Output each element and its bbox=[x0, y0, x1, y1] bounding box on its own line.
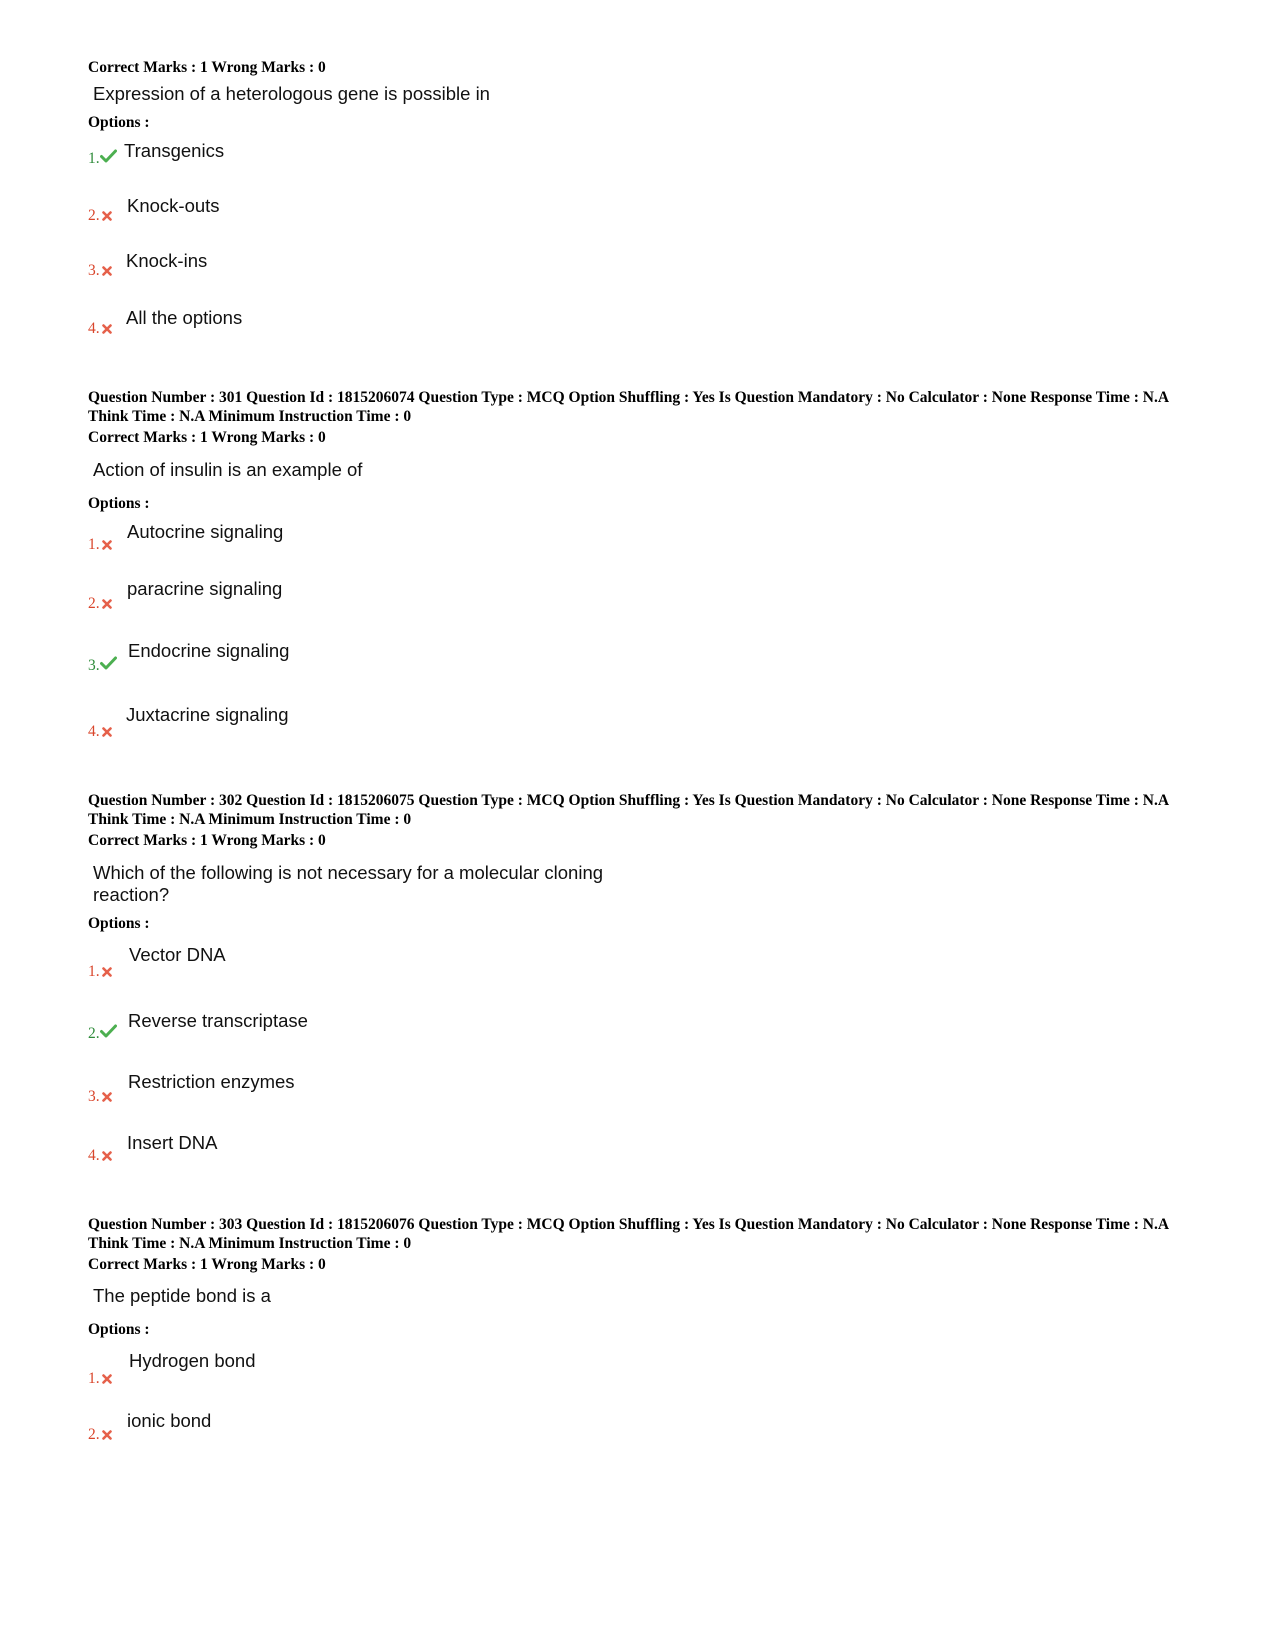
marks-line: Correct Marks : 1 Wrong Marks : 0 bbox=[88, 1256, 326, 1273]
option-text: Insert DNA bbox=[127, 1132, 218, 1153]
question-header: Question Number : 301 Question Id : 1815206074 Question Type : MCQ Option Shuffling : Yes Is Question Mandatory : No Calculator : None Response Time : N.A Think Time : N.A Minimum Instruction Time : 0 bbox=[88, 389, 1169, 425]
cross-icon bbox=[102, 540, 112, 550]
option-number: 1. bbox=[88, 963, 100, 980]
question-header: Question Number : 303 Question Id : 1815206076 Question Type : MCQ Option Shuffling : Yes Is Question Mandatory : No Calculator : None Response Time : N.A Think Time : N.A Minimum Instruction Time : 0 bbox=[88, 1216, 1169, 1252]
option-number: 2. bbox=[88, 1426, 100, 1443]
check-icon bbox=[100, 149, 117, 163]
option-text: ionic bond bbox=[127, 1410, 212, 1431]
option-number: 2. bbox=[88, 207, 100, 224]
option-text: Knock-ins bbox=[126, 250, 208, 271]
option-number: 3. bbox=[88, 657, 100, 674]
option-number: 2. bbox=[88, 595, 100, 612]
option-text: Vector DNA bbox=[129, 944, 226, 965]
option-text: Autocrine signaling bbox=[127, 521, 284, 542]
option-number: 4. bbox=[88, 1147, 100, 1164]
options-label: Options : bbox=[88, 114, 150, 131]
option-text: Hydrogen bond bbox=[129, 1350, 256, 1371]
option-number: 2. bbox=[88, 1025, 100, 1042]
question-text-line-2: reaction? bbox=[93, 884, 170, 905]
options-label: Options : bbox=[88, 915, 150, 932]
cross-icon bbox=[102, 266, 112, 276]
option-text: Juxtacrine signaling bbox=[126, 704, 289, 725]
option-text: Endocrine signaling bbox=[128, 640, 290, 661]
marks-line: Correct Marks : 1 Wrong Marks : 0 bbox=[88, 429, 326, 446]
cross-icon bbox=[102, 1092, 112, 1102]
option-text: paracrine signaling bbox=[127, 578, 283, 599]
cross-icon bbox=[102, 1430, 112, 1440]
options-label: Options : bbox=[88, 1321, 150, 1338]
question-text: Action of insulin is an example of bbox=[93, 459, 363, 480]
option-number: 3. bbox=[88, 262, 100, 279]
option-text: Transgenics bbox=[124, 140, 225, 161]
cross-icon bbox=[102, 1151, 112, 1161]
check-icon bbox=[100, 656, 117, 670]
option-text: All the options bbox=[126, 307, 243, 328]
option-number: 4. bbox=[88, 723, 100, 740]
option-number: 3. bbox=[88, 1088, 100, 1105]
cross-icon bbox=[102, 324, 112, 334]
question-text-line-1: Which of the following is not necessary for a molecular cloning bbox=[93, 862, 604, 883]
cross-icon bbox=[102, 211, 112, 221]
check-icon bbox=[100, 1024, 117, 1038]
cross-icon bbox=[102, 727, 112, 737]
question-header: Question Number : 302 Question Id : 1815206075 Question Type : MCQ Option Shuffling : Yes Is Question Mandatory : No Calculator : None Response Time : N.A Think Time : N.A Minimum Instruction Time : 0 bbox=[88, 792, 1169, 828]
question-text: Expression of a heterologous gene is possible in bbox=[93, 83, 490, 104]
option-number: 4. bbox=[88, 320, 100, 337]
option-number: 1. bbox=[88, 1370, 100, 1387]
marks-line: Correct Marks : 1 Wrong Marks : 0 bbox=[88, 59, 326, 76]
option-number: 1. bbox=[88, 150, 100, 167]
option-text: Knock-outs bbox=[127, 195, 220, 216]
option-text: Restriction enzymes bbox=[128, 1071, 295, 1092]
marks-line: Correct Marks : 1 Wrong Marks : 0 bbox=[88, 832, 326, 849]
option-text: Reverse transcriptase bbox=[128, 1010, 308, 1031]
question-text: The peptide bond is a bbox=[93, 1285, 271, 1306]
cross-icon bbox=[102, 967, 112, 977]
options-label: Options : bbox=[88, 495, 150, 512]
cross-icon bbox=[102, 1374, 112, 1384]
option-number: 1. bbox=[88, 536, 100, 553]
cross-icon bbox=[102, 599, 112, 609]
